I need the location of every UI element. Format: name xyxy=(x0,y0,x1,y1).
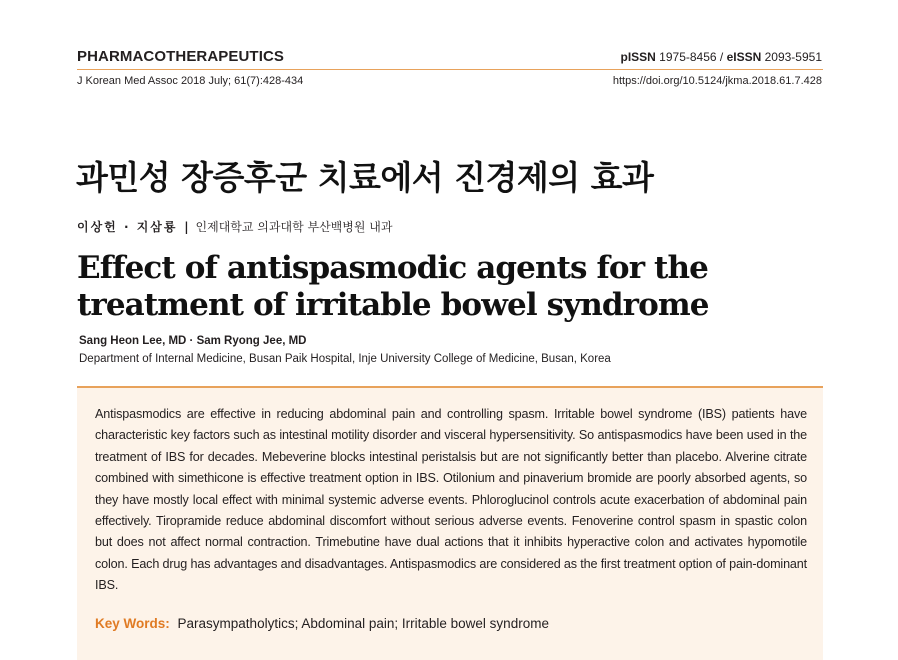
pissn-label: pISSN xyxy=(620,50,656,64)
affiliation-english: Department of Internal Medicine, Busan Paik Hospital, Inje University College of Medicine, Busan, Korea xyxy=(79,353,611,365)
pissn-value: 1975-8456 xyxy=(659,50,717,64)
keywords-value: Parasympatholytics; Abdominal pain; Irritable bowel syndrome xyxy=(177,616,549,631)
eissn-value: 2093-5951 xyxy=(764,50,822,64)
authors-separator: | xyxy=(184,220,189,234)
abstract-box xyxy=(77,386,823,660)
authors-english: Sang Heon Lee, MD · Sam Ryong Jee, MD xyxy=(79,335,307,347)
abstract-text: Antispasmodics are effective in reducing abdominal pain and controlling spasm. Irritable bowel syndrome (IBS) patients have characteristic key factors such as intestinal motility disorder and visceral hypersensitivity. So antispasmodics have been used in the treatment of IBS for decades. Mebeverine blocks intestinal peristalsis but are not significantly better than placebo. Alverine citrate combined with simethicone is effective treatment option in IBS. Otilonium and pinaverium bromide are poorly absorbed agents, so they have mostly local effect with minimal systemic adverse events. Phloroglucinol controls acute exacerbation of abdominal pain effectively. Tiropramide reduce abdominal discomfort without serious adverse events. Fenoverine control spasm in spastic colon but does not affect normal contraction. Trimebutine have dual actions that it inhibits hyperactive colon and activates hypomotile colon. Each drug has advantages and disadvantages. Antispasmodics are considered as the first treatment option of pain-dominant IBS. xyxy=(95,407,807,593)
keywords-label: Key Words: xyxy=(95,616,170,631)
header-divider xyxy=(77,69,823,70)
keywords xyxy=(95,616,549,631)
issn-info: pISSN 1975-8456 / eISSN 2093-5951 xyxy=(620,50,822,64)
authors-korean-names: 이상헌 · 지삼룡 xyxy=(77,220,178,234)
eissn-label: eISSN xyxy=(726,50,762,64)
doi-link[interactable]: https://doi.org/10.5124/jkma.2018.61.7.428 xyxy=(612,75,822,87)
title-korean: 과민성 장증후군 치료에서 진경제의 효과 xyxy=(76,158,654,197)
journal-section-label: PHARMACOTHERAPEUTICS xyxy=(77,48,285,65)
affiliation-korean: 인제대학교 의과대학 부산백병원 내과 xyxy=(195,220,393,234)
authors-korean xyxy=(77,218,392,235)
title-english: Effect of antispasmodic agents for the treatment of irritable bowel syndrome xyxy=(77,250,709,323)
journal-citation: J Korean Med Assoc 2018 July; 61(7):428-434 xyxy=(77,75,304,87)
